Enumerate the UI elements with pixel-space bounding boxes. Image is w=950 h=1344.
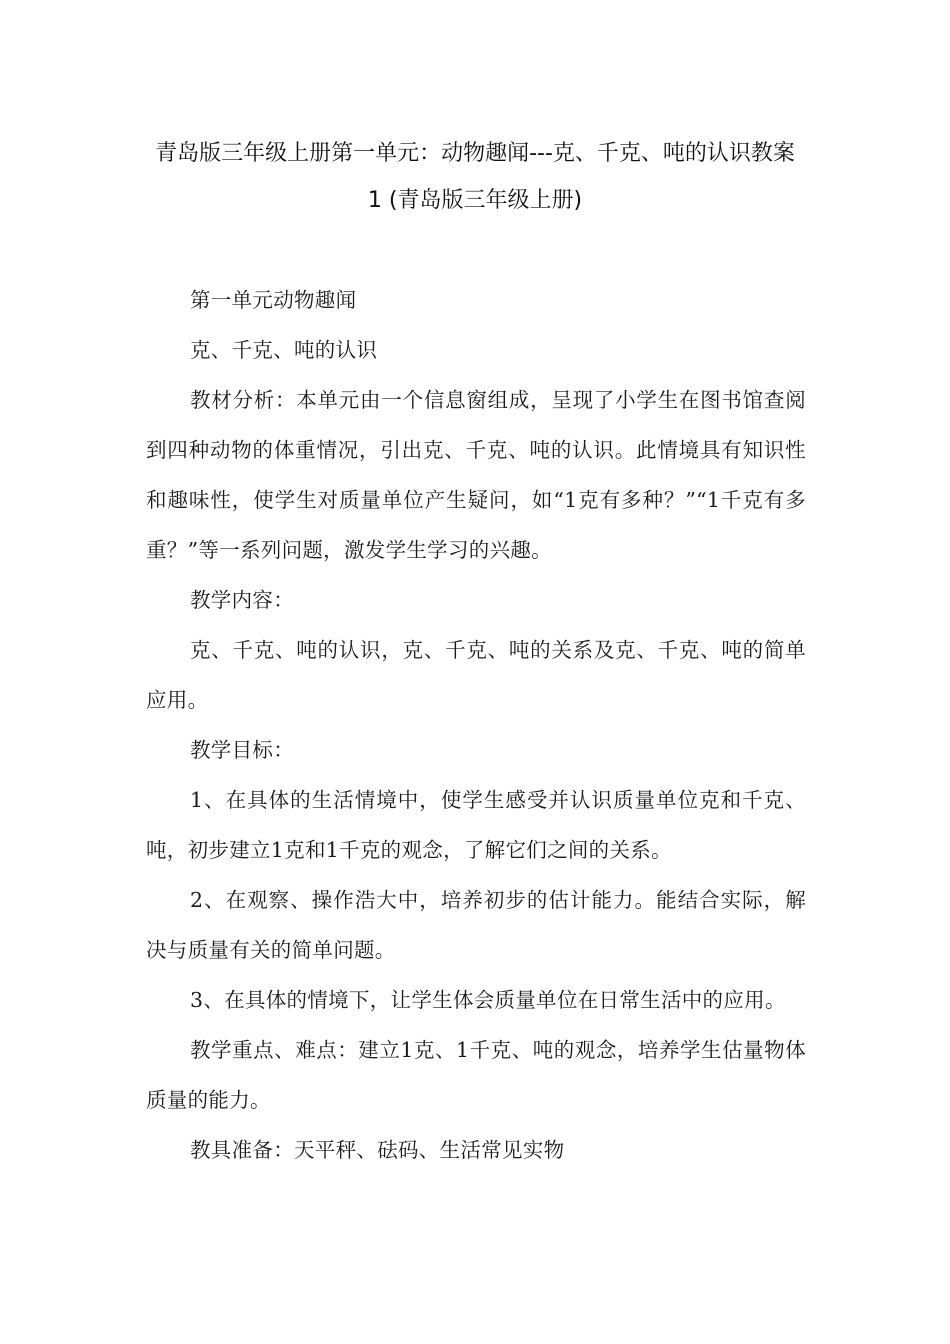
teaching-content-paragraph: 克、千克、吨的认识，克、千克、吨的关系及克、千克、吨的简单应用。: [146, 638, 806, 712]
document-body: [146, 275, 806, 1175]
key-points-paragraph: 教学重点、难点：建立1克、1千克、吨的观念，培养学生估量物体质量的能力。: [146, 1038, 806, 1112]
goal-item-3: 3、在具体的情境下，让学生体会质量单位在日常生活中的应用。: [190, 988, 786, 1012]
document-title-line-1: 青岛版三年级上册第一单元：动物趣闻---克、千克、吨的认识教案: [155, 141, 795, 166]
textbook-analysis-paragraph: 教材分析：本单元由一个信息窗组成，呈现了小学生在图书馆查阅到四种动物的体重情况，引出克、千克、吨的认识。此情境具有知识性和趣味性，使学生对质量单位产生疑问，如“1克有多种？”“1千克有多重？”等一系列问题，激发学生学习的兴趣。: [146, 388, 806, 562]
document-title-line-2: 1 (青岛版三年级上册): [367, 188, 583, 213]
unit-heading: 第一单元动物趣闻: [190, 288, 357, 312]
teaching-aids-paragraph: 教具准备：天平秤、砝码、生活常见实物: [190, 1138, 565, 1162]
teaching-goals-heading: 教学目标：: [190, 738, 294, 762]
teaching-content-heading: 教学内容：: [190, 588, 294, 612]
goal-item-1: 1、在具体的生活情境中，使学生感受并认识质量单位克和千克、吨，初步建立1克和1千克的观念，了解它们之间的关系。: [146, 788, 806, 862]
goal-item-2: 2、在观察、操作浩大中，培养初步的估计能力。能结合实际，解决与质量有关的简单问题。: [146, 888, 806, 962]
lesson-heading: 克、千克、吨的认识: [190, 338, 378, 362]
